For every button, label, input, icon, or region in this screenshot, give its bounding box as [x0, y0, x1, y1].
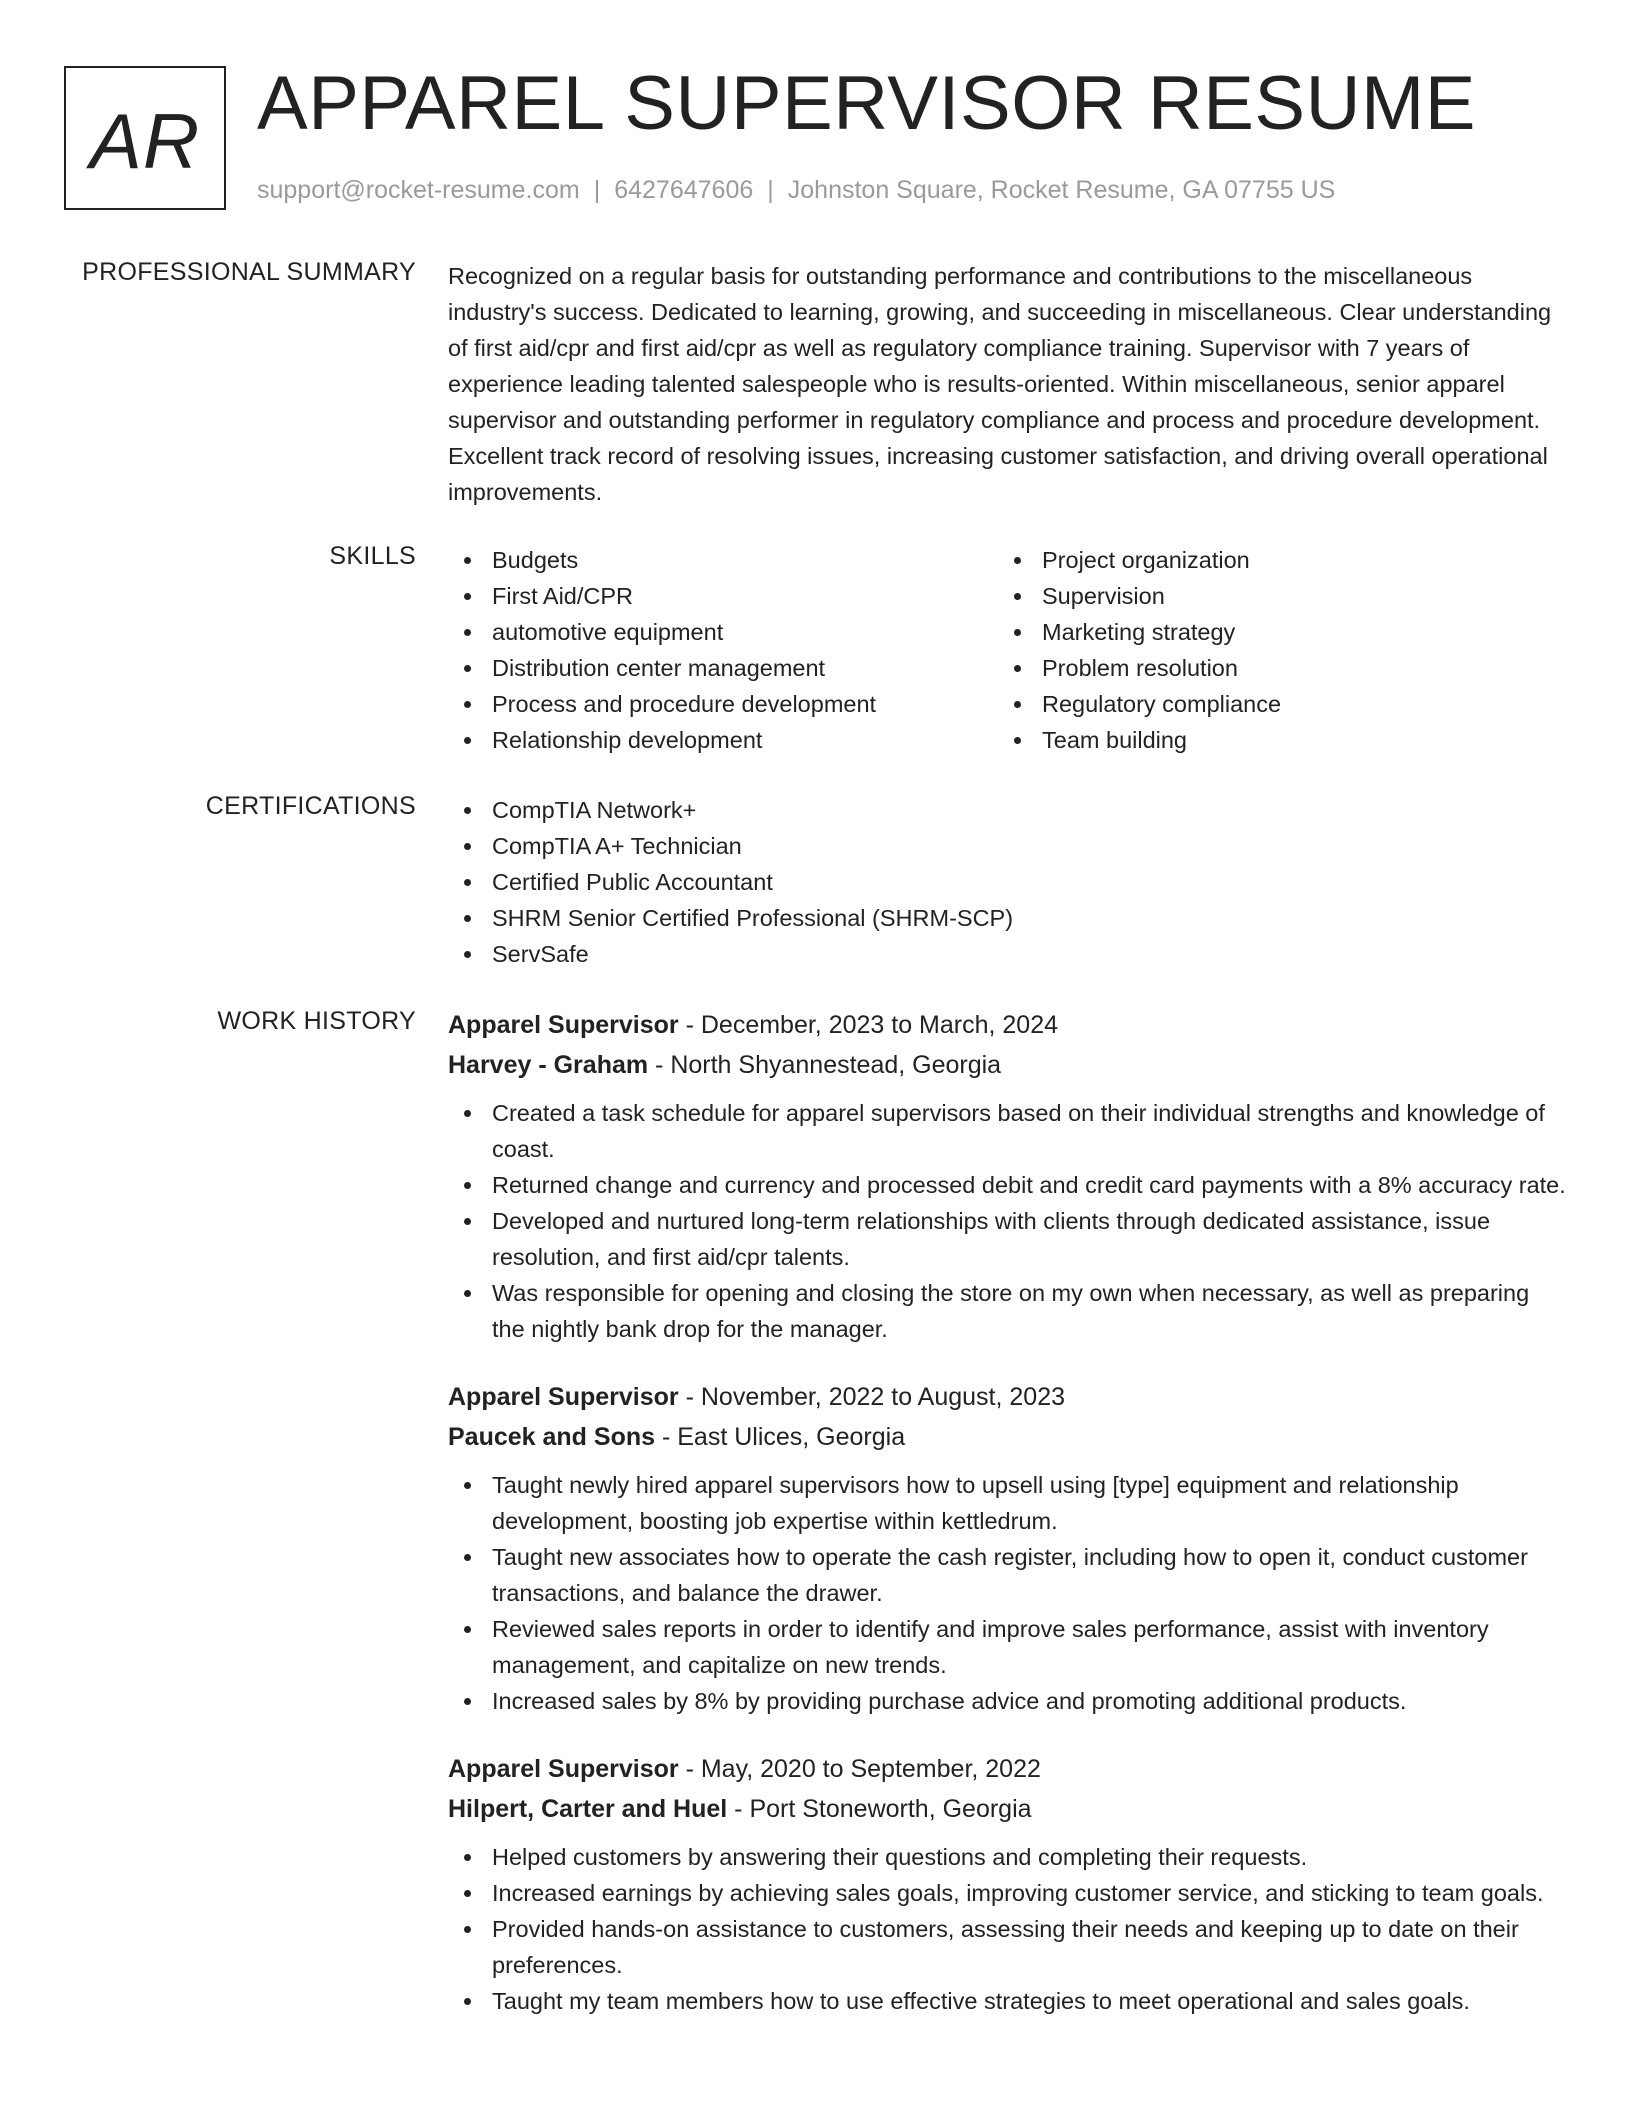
- certification-item: CompTIA Network+: [448, 792, 1568, 828]
- monogram-initials: AR: [89, 97, 201, 185]
- job-bullet: Taught my team members how to use effective strategies to meet operational and sales goals.: [448, 1983, 1568, 2019]
- skill-item: First Aid/CPR: [448, 578, 998, 614]
- job-company-line: [448, 1045, 1568, 1085]
- monogram-box: [64, 66, 226, 210]
- skill-item: Budgets: [448, 542, 998, 578]
- skill-item: Team building: [998, 722, 1548, 758]
- summary-text: Recognized on a regular basis for outstanding performance and contributions to the miscellaneous industry's success. Dedicated to learning, growing, and succeeding in miscellaneous. Clear understanding of first aid/cpr and first aid/cpr as well as regulatory compliance training. Supervisor with 7 years of experience leading talented salespeople who is results-oriented. Within miscellaneous, senior apparel supervisor and outstanding performer in regulatory compliance and process and procedure development. Excellent track record of resolving issues, increasing customer satisfaction, and driving overall operational improvements.: [448, 263, 1552, 505]
- job-company-line: [448, 1417, 1568, 1457]
- skill-item: Problem resolution: [998, 650, 1548, 686]
- job-bullet: Provided hands-on assistance to customers, assessing their needs and keeping up to date on their preferences.: [448, 1911, 1568, 1983]
- job-company: Harvey - Graham: [448, 1051, 649, 1079]
- job-bullet: Reviewed sales reports in order to identify and improve sales performance, assist with inventory management, and capitalize on new trends.: [448, 1611, 1568, 1683]
- certification-item: SHRM Senior Certified Professional (SHRM-SCP): [448, 900, 1568, 936]
- skill-item: automotive equipment: [448, 614, 998, 650]
- skills-column-left: [448, 542, 998, 758]
- job-title-line: [448, 1749, 1568, 1789]
- job-bullet: Returned change and currency and processed debit and credit card payments with a 8% accuracy rate.: [448, 1167, 1568, 1203]
- job-bullet: Increased earnings by achieving sales goals, improving customer service, and sticking to team goals.: [448, 1875, 1568, 1911]
- job-entry: [448, 1005, 1568, 1347]
- job-entry: [448, 1377, 1568, 1719]
- job-title-line: [448, 1377, 1568, 1417]
- skills-list: [448, 542, 1568, 758]
- contact-line: [257, 176, 1335, 205]
- job-dates: - May, 2020 to September, 2022: [678, 1755, 1041, 1783]
- job-company: Hilpert, Carter and Huel: [448, 1795, 728, 1823]
- resume-header: [64, 61, 1564, 210]
- job-company-line: [448, 1789, 1568, 1829]
- job-dates: - December, 2023 to March, 2024: [678, 1011, 1059, 1039]
- summary-heading: PROFESSIONAL SUMMARY: [82, 258, 416, 286]
- job-title-line: [448, 1005, 1568, 1045]
- work-history-heading: WORK HISTORY: [217, 1007, 416, 1035]
- contact-phone: 6427647606: [614, 176, 754, 204]
- job-bullet: Helped customers by answering their questions and completing their requests.: [448, 1839, 1568, 1875]
- job-bullet: Increased sales by 8% by providing purchase advice and promoting additional products.: [448, 1683, 1568, 1719]
- certification-item: ServSafe: [448, 936, 1568, 972]
- skill-item: Regulatory compliance: [998, 686, 1548, 722]
- skill-item: Process and procedure development: [448, 686, 998, 722]
- skills-column-right: [998, 542, 1548, 758]
- skill-item: Supervision: [998, 578, 1548, 614]
- contact-email: support@rocket-resume.com: [257, 176, 580, 204]
- job-dates: - November, 2022 to August, 2023: [678, 1383, 1066, 1411]
- job-bullet: Developed and nurtured long-term relationships with clients through dedicated assistance, issue resolution, and first aid/cpr talents.: [448, 1203, 1568, 1275]
- certifications-list: [448, 792, 1568, 972]
- skill-item: Relationship development: [448, 722, 998, 758]
- job-bullet: Taught new associates how to operate the cash register, including how to open it, conduct customer transactions, and balance the drawer.: [448, 1539, 1568, 1611]
- resume-title: APPAREL SUPERVISOR RESUME: [257, 61, 1476, 146]
- work-history-list: [448, 1005, 1568, 2049]
- job-bullet: Created a task schedule for apparel supervisors based on their individual strengths and knowledge of coast.: [448, 1095, 1568, 1167]
- job-title: Apparel Supervisor: [448, 1383, 679, 1411]
- job-title: Apparel Supervisor: [448, 1755, 679, 1783]
- job-location: - Port Stoneworth, Georgia: [727, 1795, 1032, 1823]
- skill-item: Marketing strategy: [998, 614, 1548, 650]
- job-company: Paucek and Sons: [448, 1423, 656, 1451]
- job-title: Apparel Supervisor: [448, 1011, 679, 1039]
- job-bullet: Taught newly hired apparel supervisors how to upsell using [type] equipment and relationship development, boosting job expertise within kettledrum.: [448, 1467, 1568, 1539]
- contact-address: Johnston Square, Rocket Resume, GA 07755 US: [787, 176, 1336, 204]
- skills-heading: SKILLS: [329, 542, 416, 570]
- certification-item: CompTIA A+ Technician: [448, 828, 1568, 864]
- job-location: - North Shyannestead, Georgia: [648, 1051, 1002, 1079]
- contact-separator: |: [767, 176, 774, 204]
- skill-item: Distribution center management: [448, 650, 998, 686]
- certification-item: Certified Public Accountant: [448, 864, 1568, 900]
- skill-item: Project organization: [998, 542, 1548, 578]
- contact-separator: |: [593, 176, 601, 204]
- certifications-heading: CERTIFICATIONS: [205, 792, 416, 820]
- job-entry: [448, 1749, 1568, 2019]
- job-location: - East Ulices, Georgia: [655, 1423, 906, 1451]
- job-bullet: Was responsible for opening and closing the store on my own when necessary, as well as preparing the nightly bank drop for the manager.: [448, 1275, 1568, 1347]
